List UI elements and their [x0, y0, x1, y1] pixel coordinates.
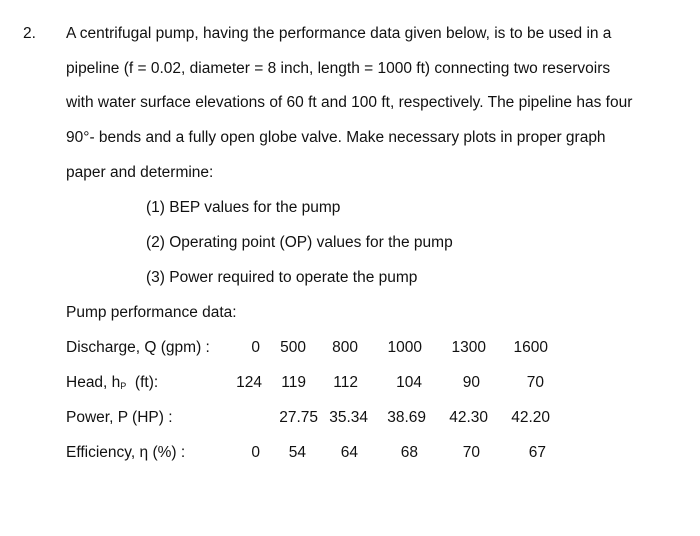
- cell: 35.34: [329, 409, 368, 426]
- cell: 500: [280, 339, 306, 356]
- cell: 70: [526, 374, 544, 391]
- task-3: (3) Power required to operate the pump: [146, 269, 418, 286]
- table-heading: Pump performance data:: [66, 304, 237, 321]
- cell: 1000: [387, 339, 422, 356]
- problem-line-3: with water surface elevations of 60 ft and 100 ft, respectively. The pipeline has four: [66, 94, 633, 111]
- row-label-discharge: Discharge, Q (gpm) :: [66, 339, 210, 356]
- cell: 67: [528, 444, 546, 461]
- cell: 0: [251, 339, 260, 356]
- cell: 68: [400, 444, 418, 461]
- cell: 0: [251, 444, 260, 461]
- problem-line-1: A centrifugal pump, having the performance data given below, is to be used in a: [66, 25, 612, 42]
- cell: 124: [236, 374, 262, 391]
- problem-number: 2.: [23, 25, 36, 42]
- cell: 64: [340, 444, 358, 461]
- cell: 112: [333, 374, 358, 391]
- cell: 42.20: [511, 409, 550, 426]
- cell: 1600: [513, 339, 548, 356]
- problem-line-2: pipeline (f = 0.02, diameter = 8 inch, length = 1000 ft) connecting two reservoirs: [66, 60, 611, 77]
- cell: 800: [332, 339, 358, 356]
- cell: 70: [462, 444, 480, 461]
- row-label-efficiency: Efficiency, η (%) :: [66, 444, 186, 461]
- cell: 27.75: [279, 409, 318, 426]
- problem-line-4: 90°- bends and a fully open globe valve. Make necessary plots in proper graph: [66, 129, 606, 146]
- cell: 1300: [451, 339, 486, 356]
- cell: 104: [396, 374, 422, 391]
- task-1: (1) BEP values for the pump: [146, 199, 341, 216]
- cell: 119: [281, 374, 306, 391]
- cell: 54: [288, 444, 306, 461]
- cell: 42.30: [449, 409, 488, 426]
- row-label-power: Power, P (HP) :: [66, 409, 173, 426]
- cell: 90: [462, 374, 480, 391]
- cell: 38.69: [387, 409, 426, 426]
- task-2: (2) Operating point (OP) values for the pump: [146, 234, 453, 251]
- row-label-head: Head, hP (ft):: [66, 374, 159, 391]
- problem-line-5: paper and determine:: [66, 164, 214, 181]
